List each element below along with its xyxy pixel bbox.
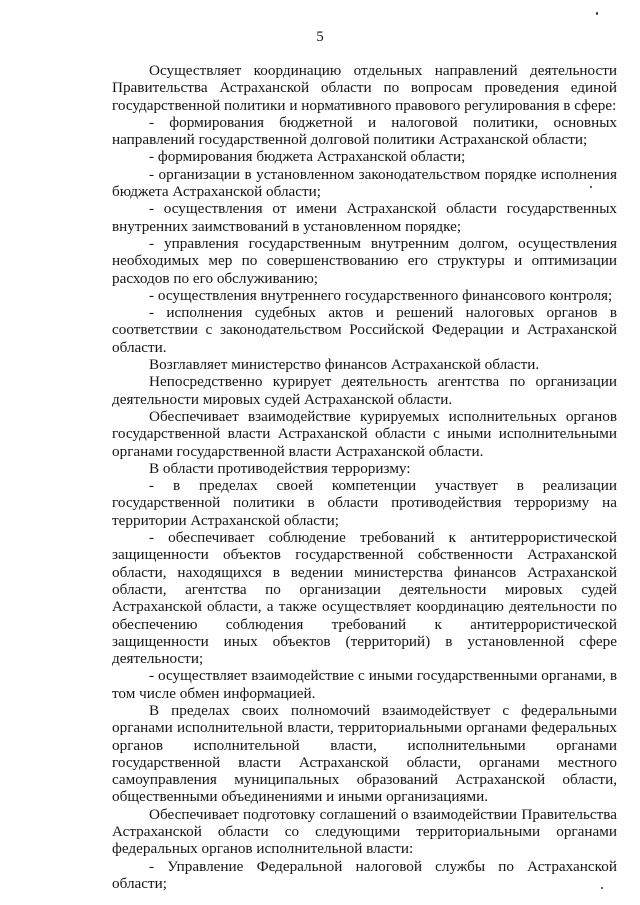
paragraph: - управления государственным внутренним долгом, осуществления необходимых мер по совершенствованию его структуры и оптимизации расходов по его обслуживанию; (112, 234, 617, 287)
scan-speck (596, 12, 598, 15)
paragraph: Возглавляет министерство финансов Астраханской области. (149, 356, 540, 374)
paragraph: - осуществления внутреннего государственного финансового контроля; (149, 286, 613, 304)
paragraph: Непосредственно курирует деятельность агентства по организации деятельности мировых судей Астраханской области. (112, 373, 617, 408)
paragraph: - формирования бюджетной и налоговой политики, основных направлений государственной долговой политики Астраханской области; (112, 113, 617, 149)
paragraph: - осуществления от имени Астраханской области государственных внутренних заимствований в установленном порядке; (112, 200, 617, 235)
paragraph: - Управление Федеральной налоговой службы по Астраханской области; (112, 857, 617, 892)
paragraph: Обеспечивает взаимодействие курируемых исполнительных органов государственной власти Астраханской области с иными исполнительными органами государственной власти Астраханской области. (112, 407, 617, 460)
paragraph: - осуществляет взаимодействие с иными государственными органами, в том числе обмен информацией. (112, 667, 617, 702)
scan-speck (590, 186, 592, 188)
page-number: 5 (316, 29, 324, 45)
paragraph: - формирования бюджета Астраханской области; (149, 148, 466, 166)
paragraph: - исполнения судебных актов и решений налоговых органов в соответствии с законодательством Российской Федерации и Астраханской области. (112, 304, 617, 356)
paragraph: - организации в установленном законодательством порядке исполнения бюджета Астраханской области; (112, 165, 617, 201)
scan-speck (601, 887, 603, 889)
paragraph: Обеспечивает подготовку соглашений о взаимодействии Правительства Астраханской области со следующими территориальными органами федеральных органов исполнительной власти: (112, 805, 617, 858)
body-text (112, 62, 617, 892)
paragraph: В пределах своих полномочий взаимодействует с федеральными органами исполнительной власти, территориальными органами федеральных органов исполнительной власти, исполнительными органами государственной власти Астраханской области, органами местного самоуправления муниципальных образований Астраханской области, общественными объединениями и иными организациями. (112, 701, 617, 806)
paragraph: В области противодействия терроризму: (149, 459, 411, 477)
paragraph: Осуществляет координацию отдельных направлений деятельности Правительства Астраханской области по вопросам проведения единой государственной политики и нормативного правового регулирования в сфере: (112, 62, 617, 114)
paragraph: - обеспечивает соблюдение требований к антитеррористической защищенности объектов государственной собственности Астраханской области, находящихся в ведении министерства финансов Астраханской области, агентства по организации деятельности мировых судей Астраханской области, а также осуществляет координацию деятельности по обеспечению соблюдения требований к антитеррористической защищенности иных объектов (территорий) в установленной сфере деятельности; (112, 529, 617, 668)
paragraph: - в пределах своей компетенции участвует в реализации государственной политики в области противодействия терроризму на территории Астраханской области; (112, 477, 617, 529)
